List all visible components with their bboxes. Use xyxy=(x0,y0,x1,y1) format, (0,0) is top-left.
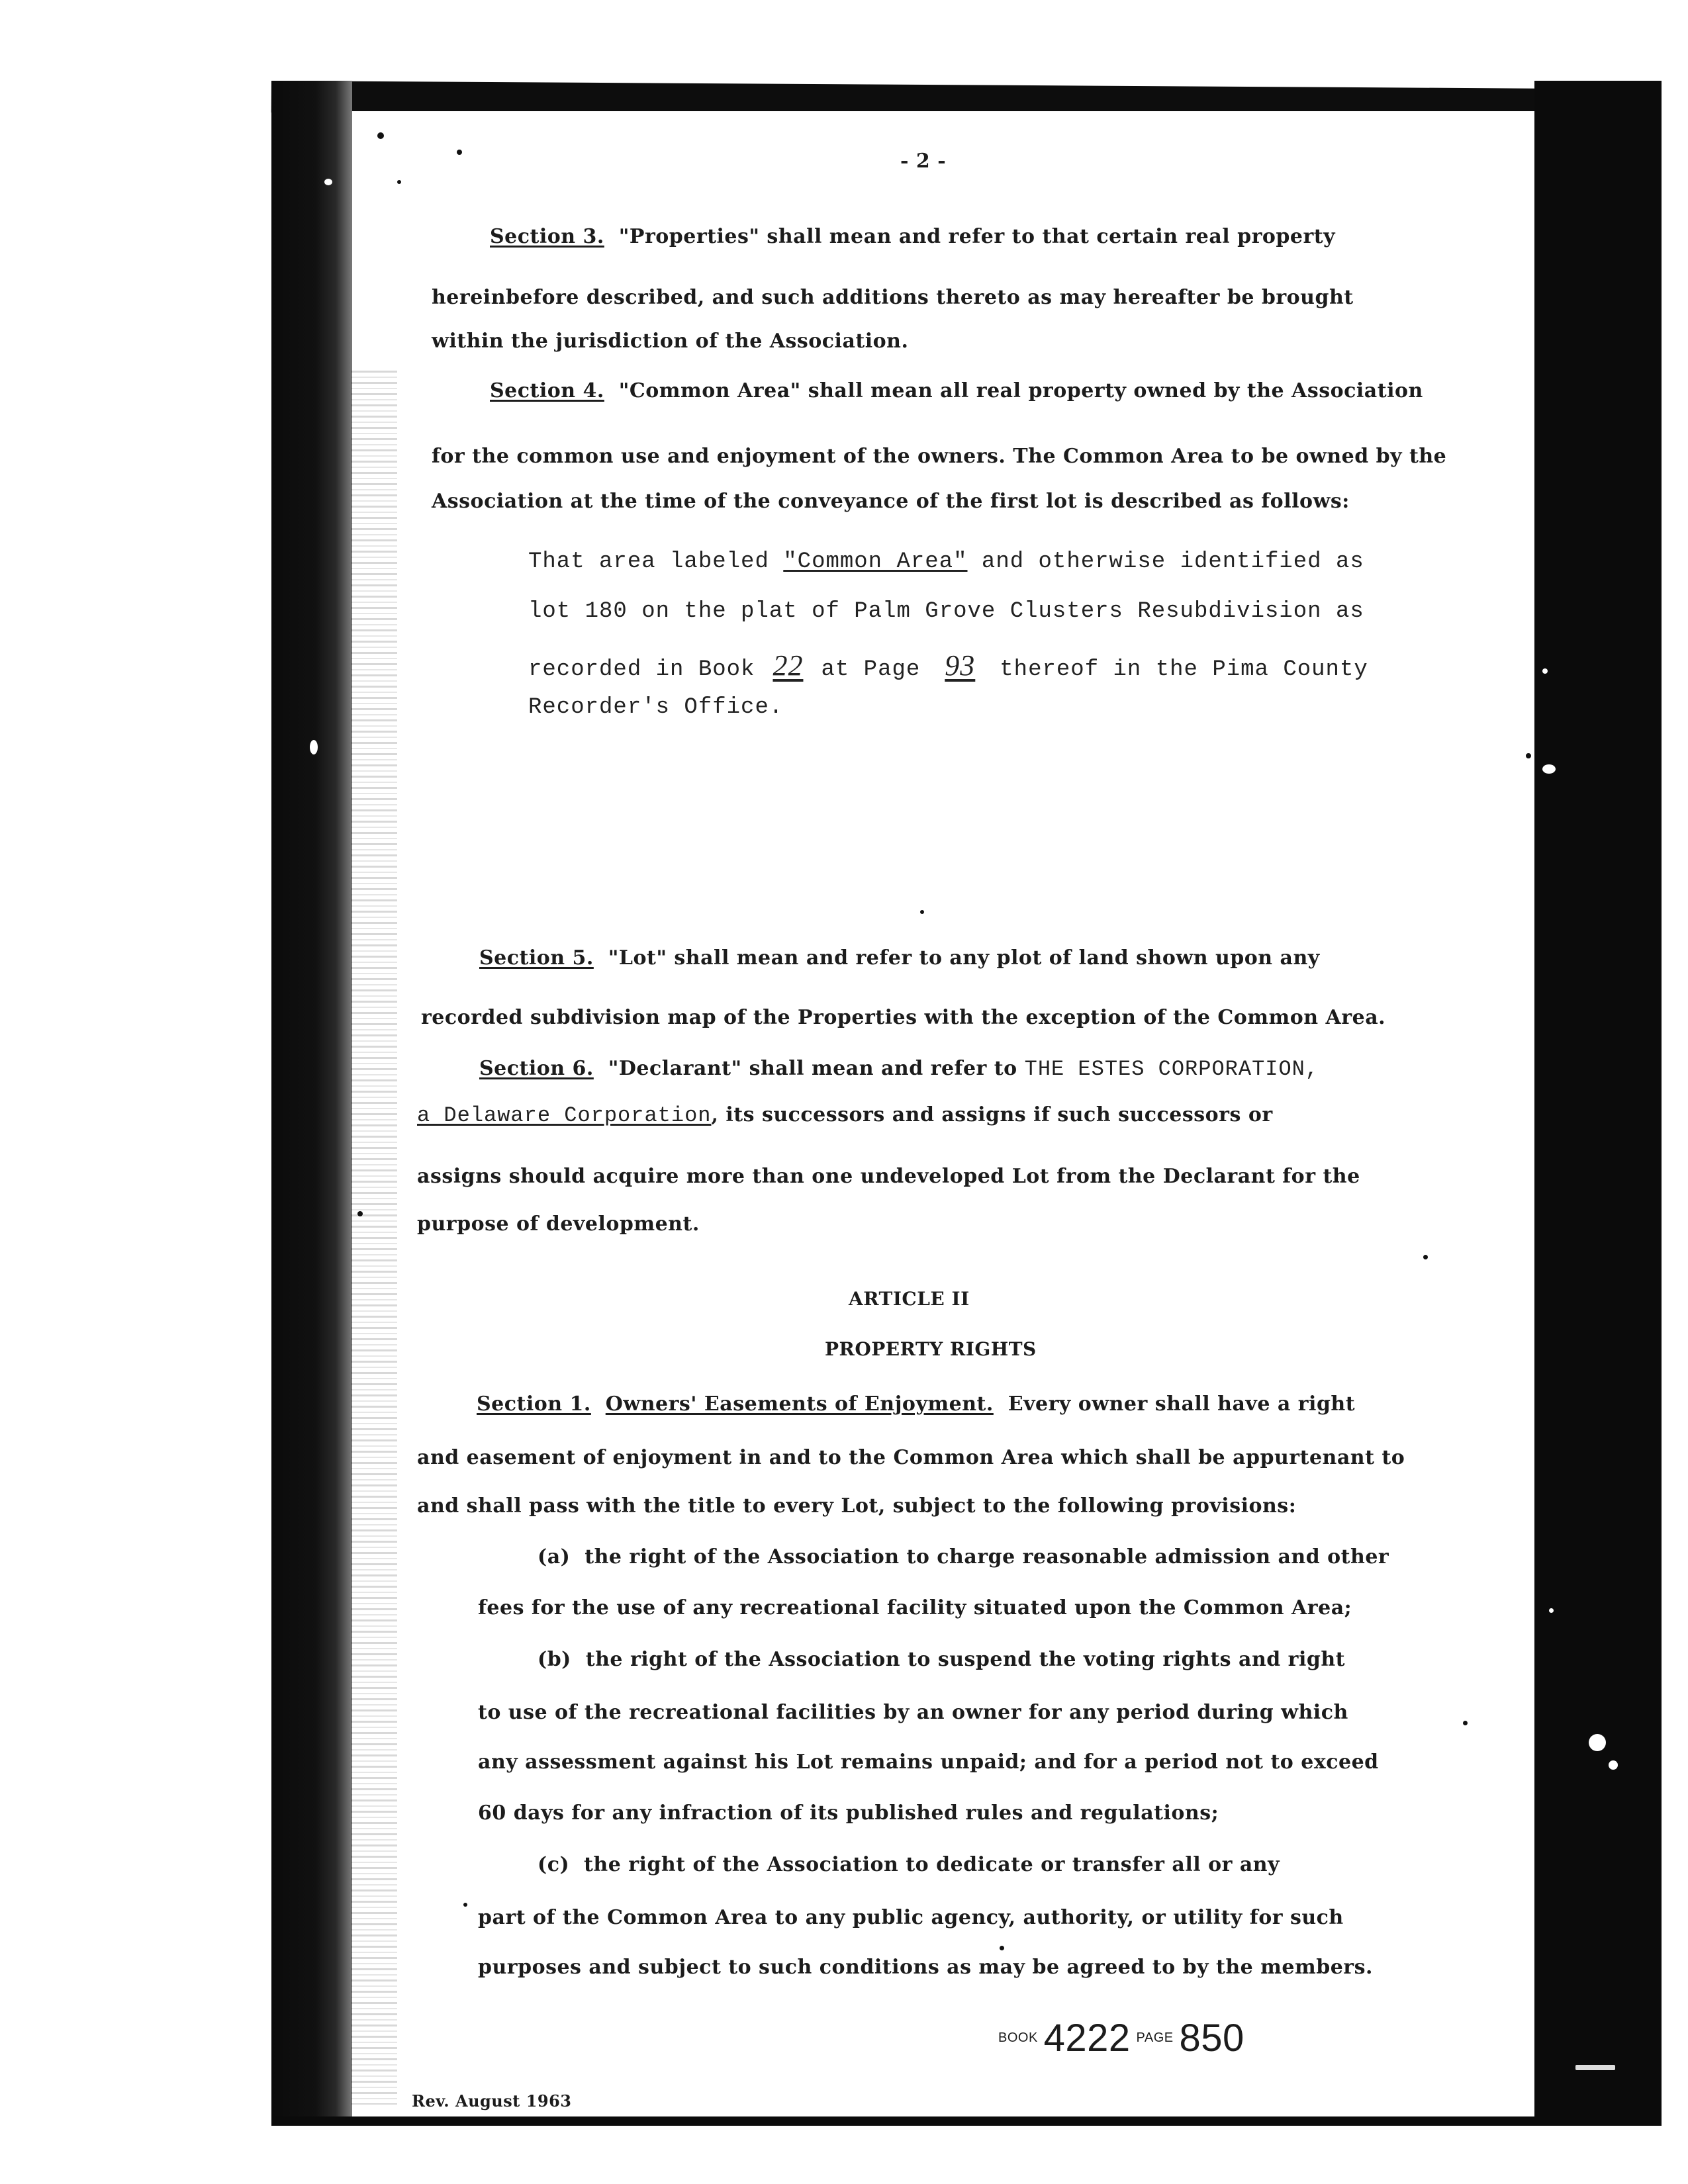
provision-b-line2: to use of the recreational facilities by an owner for any period during which xyxy=(478,1701,1348,1724)
scan-speck xyxy=(920,910,924,914)
scan-speck xyxy=(463,1903,467,1907)
stamp-book-label: BOOK xyxy=(998,2030,1038,2045)
provision-b-label: (b) xyxy=(538,1648,571,1671)
scan-speck xyxy=(1575,2065,1615,2070)
article-section1-subheading: Owners' Easements of Enjoyment. xyxy=(605,1392,994,1416)
provision-a-label: (a) xyxy=(538,1545,571,1569)
common-area-line4: Recorder's Office. xyxy=(528,695,784,720)
page-number-handwritten: 93 xyxy=(945,649,976,682)
scan-border-bottom xyxy=(271,2116,1662,2126)
book-number: 22 xyxy=(773,649,804,682)
provision-c-line1: (c) the right of the Association to dedicate or transfer all or any xyxy=(538,1853,1280,1876)
section5-line1: Section 5. "Lot" shall mean and refer to any plot of land shown upon any xyxy=(479,946,1320,970)
section4-text-1: "Common Area" shall mean all real property owned by the Association xyxy=(618,379,1423,402)
section4-line3: Association at the time of the conveyance of the first lot is described as follows: xyxy=(432,490,1350,513)
section3-line1 xyxy=(490,225,1335,248)
provision-c-line3: purposes and subject to such conditions as may be agreed to by the members. xyxy=(478,1956,1373,1979)
section3-line2: hereinbefore described, and such additions thereto as may hereafter be brought xyxy=(432,286,1354,309)
scan-speck xyxy=(397,180,401,184)
declarant-name: THE ESTES CORPORATION, xyxy=(1024,1057,1319,1081)
article-section1-line2: and easement of enjoyment in and to the Common Area which shall be appurtenant to xyxy=(417,1446,1405,1469)
section6-line2: a Delaware Corporation, its successors and assigns if such successors or xyxy=(417,1103,1273,1128)
scan-speck xyxy=(1542,764,1556,774)
scan-border-left xyxy=(271,81,352,2126)
scan-speck xyxy=(1589,1734,1606,1751)
common-area-line2: lot 180 on the plat of Palm Grove Clusters Resubdivision as xyxy=(528,599,1364,624)
scan-border-right xyxy=(1534,81,1662,2126)
recording-stamp xyxy=(998,2016,1244,2060)
section3-line3: within the jurisdiction of the Association. xyxy=(432,330,909,353)
provision-b-line3: any assessment against his Lot remains unpaid; and for a period not to exceed xyxy=(478,1751,1379,1774)
article-number: ARTICLE II xyxy=(849,1288,970,1310)
section4-line1 xyxy=(490,379,1423,402)
scan-speck xyxy=(1549,1608,1554,1613)
scan-speck xyxy=(1000,1946,1004,1950)
scan-speck xyxy=(310,740,318,754)
scan-speck xyxy=(457,150,462,155)
provision-c-line2: part of the Common Area to any public agency, authority, or utility for such xyxy=(478,1906,1344,1929)
section5-heading: Section 5. xyxy=(479,946,594,970)
section4-heading: Section 4. xyxy=(490,379,604,402)
stamp-book-number: 4222 xyxy=(1043,2017,1131,2060)
scan-speck xyxy=(1463,1721,1468,1725)
scan-speck xyxy=(324,179,332,185)
section6-line4: purpose of development. xyxy=(417,1212,700,1236)
provision-a-line2: fees for the use of any recreational facility situated upon the Common Area; xyxy=(478,1596,1352,1619)
scan-speck xyxy=(1423,1255,1428,1259)
provision-b-line4: 60 days for any infraction of its published rules and regulations; xyxy=(478,1801,1219,1825)
article-section1-line1: Section 1. Owners' Easements of Enjoyment. Every owner shall have a right xyxy=(477,1392,1356,1416)
article-title: PROPERTY RIGHTS xyxy=(825,1338,1037,1360)
scan-noise xyxy=(351,371,397,2105)
section6-line3: assigns should acquire more than one undeveloped Lot from the Declarant for the xyxy=(417,1165,1360,1188)
section4-line2: for the common use and enjoyment of the owners. The Common Area to be owned by the xyxy=(432,445,1447,468)
provision-c-label: (c) xyxy=(538,1853,570,1876)
scan-speck xyxy=(377,132,384,139)
section5-line2: recorded subdivision map of the Properties with the exception of the Common Area. xyxy=(421,1006,1386,1029)
declarant-type: a Delaware Corporation xyxy=(417,1103,712,1128)
provision-b-line1: (b) the right of the Association to suspend the voting rights and right xyxy=(538,1648,1346,1671)
article-section1-heading: Section 1. xyxy=(477,1392,591,1416)
page-number: - 2 - xyxy=(900,150,947,173)
section6-line1: Section 6. "Declarant" shall mean and refer to THE ESTES CORPORATION, xyxy=(479,1057,1319,1081)
scan-speck xyxy=(1542,668,1548,674)
scan-speck xyxy=(1609,1760,1618,1770)
provision-a-line1: (a) the right of the Association to charge reasonable admission and other xyxy=(538,1545,1389,1569)
common-area-line3: recorded in Book 22 at Page 93 thereof in the Pima County xyxy=(528,649,1368,682)
section3-heading: Section 3. xyxy=(490,225,604,248)
article-section1-line3: and shall pass with the title to every Lot, subject to the following provisions: xyxy=(417,1494,1297,1518)
revision-note: Rev. August 1963 xyxy=(412,2091,572,2111)
common-area-line1: That area labeled "Common Area" and otherwise identified as xyxy=(528,549,1364,574)
scan-speck xyxy=(357,1211,363,1216)
section6-heading: Section 6. xyxy=(479,1057,594,1080)
section3-text-1: "Properties" shall mean and refer to that certain real property xyxy=(618,225,1336,248)
stamp-page-number: 850 xyxy=(1179,2017,1244,2060)
stamp-page-label: PAGE xyxy=(1136,2030,1174,2045)
scan-speck xyxy=(1526,753,1531,758)
